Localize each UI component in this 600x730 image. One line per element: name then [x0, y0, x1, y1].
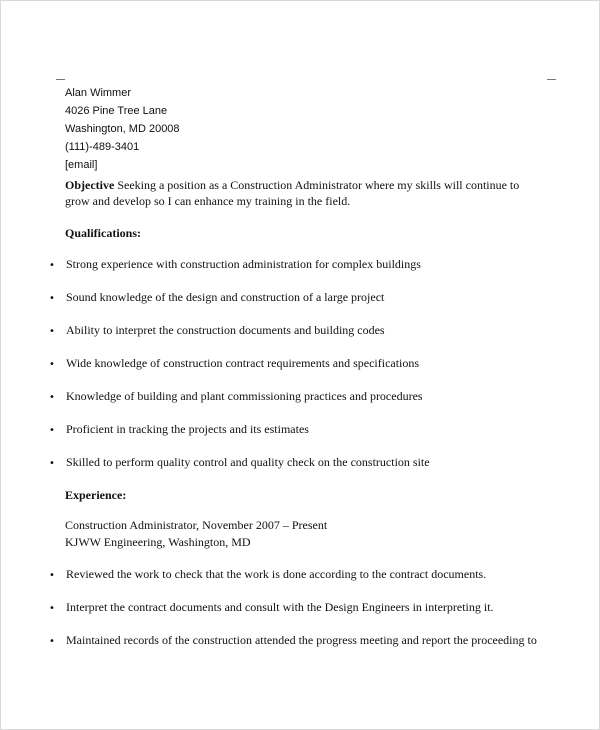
qualifications-heading: Qualifications:: [65, 226, 142, 240]
list-item: • Reviewed the work to check that the work is done according to the contract documents.: [49, 567, 487, 581]
margin-mark-right: [547, 79, 556, 80]
list-item: • Sound knowledge of the design and construction of a large project: [49, 290, 385, 304]
contact-street: 4026 Pine Tree Lane: [65, 105, 168, 117]
contact-city: Washington, MD 20008: [65, 123, 180, 135]
bullet-icon: •: [49, 293, 55, 304]
bullet-icon: •: [49, 570, 55, 581]
list-item: • Wide knowledge of construction contract requirements and specifications: [49, 356, 420, 370]
list-item: • Ability to interpret the construction documents and building codes: [49, 323, 385, 337]
job-header: [65, 517, 327, 551]
contact-phone: (111)-489-3401: [65, 141, 140, 153]
list-item: • Strong experience with construction administration for complex buildings: [49, 257, 421, 271]
contact-block: [65, 84, 180, 174]
objective-text: Seeking a position as a Construction Administrator where my skills will continue to grow and develop so I can enhance my training in the field.: [65, 178, 520, 208]
contact-email: [email]: [65, 159, 98, 171]
list-item: • Proficient in tracking the projects and its estimates: [49, 422, 309, 436]
list-item: • Maintained records of the construction attended the progress meeting and report the proceeding to: [49, 633, 537, 647]
bullet-icon: •: [49, 636, 55, 647]
objective-label: Objective: [65, 178, 115, 192]
bullet-icon: •: [49, 326, 55, 337]
bullet-icon: •: [49, 425, 55, 436]
objective-paragraph: [65, 177, 545, 209]
list-item: • Interpret the contract documents and consult with the Design Engineers in interpreting it.: [49, 600, 494, 614]
bullet-icon: •: [49, 458, 55, 469]
bullet-icon: •: [49, 260, 55, 271]
bullet-icon: •: [49, 603, 55, 614]
job-title-line: Construction Administrator, November 2007 – Present: [65, 518, 328, 532]
list-item: • Skilled to perform quality control and quality check on the construction site: [49, 455, 430, 469]
bullet-icon: •: [49, 359, 55, 370]
company-line: KJWW Engineering, Washington, MD: [65, 535, 251, 549]
experience-heading: Experience:: [65, 488, 127, 502]
bullet-icon: •: [49, 392, 55, 403]
margin-mark-left: [56, 79, 65, 80]
list-item: • Knowledge of building and plant commissioning practices and procedures: [49, 389, 423, 403]
contact-name: Alan Wimmer: [65, 87, 132, 99]
